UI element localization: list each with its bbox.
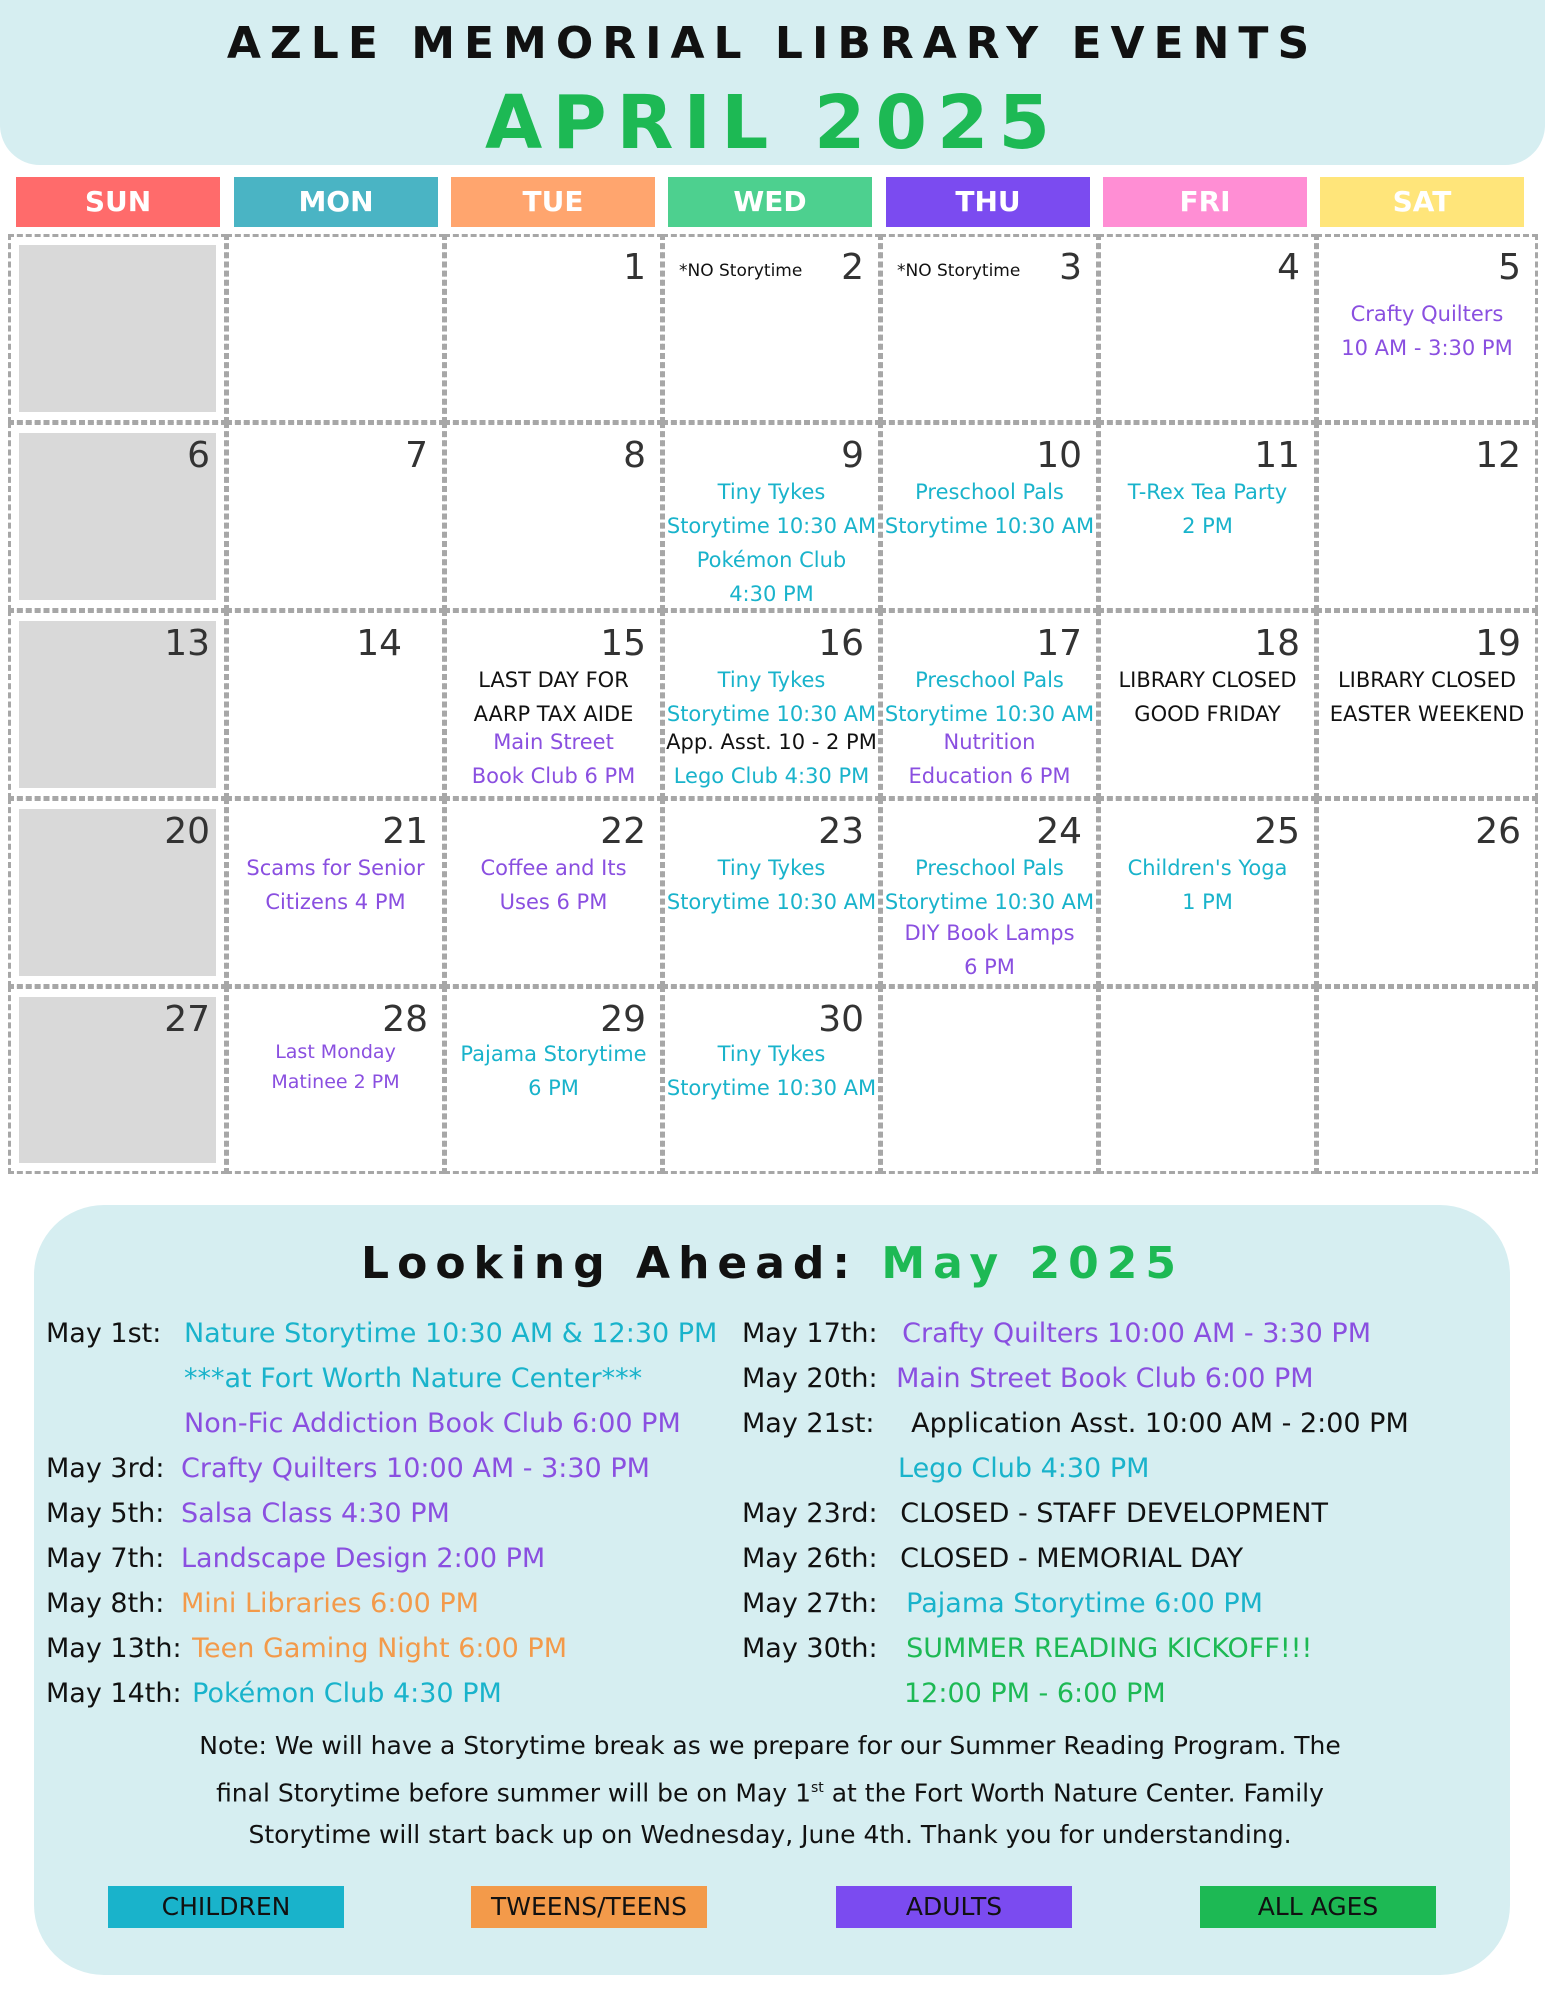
- may-event-row: 12:00 PM - 6:00 PM: [904, 1678, 1166, 1709]
- day-number: 16: [818, 623, 864, 664]
- may-date-label: May 26th:: [742, 1543, 878, 1574]
- cell-day-11: [1098, 422, 1317, 611]
- event-text: Storytime 10:30 AM: [666, 702, 877, 726]
- may-event: Mini Libraries 6:00 PM: [180, 1588, 479, 1619]
- cell-empty: [226, 234, 445, 423]
- event-text: Pokémon Club: [696, 548, 847, 572]
- event-text: Storytime 10:30 AM: [666, 890, 877, 914]
- day-header-fri: FRI: [1103, 177, 1307, 227]
- cell-empty: [1316, 986, 1538, 1174]
- cell-day-20: [8, 798, 227, 987]
- may-event: CLOSED - MEMORIAL DAY: [900, 1543, 1244, 1574]
- event-text: DIY Book Lamps: [904, 921, 1075, 945]
- day-number: 23: [818, 811, 864, 852]
- may-event: Salsa Class 4:30 PM: [180, 1498, 450, 1529]
- cell-day-28: [226, 986, 445, 1174]
- event-text: Coffee and Its: [480, 856, 627, 880]
- may-date-label: May 7th:: [46, 1543, 165, 1574]
- event-text: 4:30 PM: [729, 582, 814, 606]
- looking-ahead-title: [0, 1238, 1545, 1289]
- event-text: Tiny Tykes: [717, 856, 826, 880]
- note-superscript: st: [810, 1780, 824, 1796]
- may-event: CLOSED - STAFF DEVELOPMENT: [900, 1498, 1328, 1529]
- day-number: 4: [1277, 247, 1300, 288]
- event-text: Education 6 PM: [908, 764, 1071, 788]
- may-date-label: May 14th:: [46, 1678, 182, 1709]
- cell-day-22: [444, 798, 663, 987]
- event-text: Uses 6 PM: [499, 890, 608, 914]
- may-event-row: [742, 1318, 1371, 1349]
- day-number: 14: [356, 623, 402, 664]
- event-text: 1 PM: [1182, 890, 1233, 914]
- may-event-row: [742, 1633, 1312, 1664]
- may-date-label: May 3rd:: [46, 1453, 165, 1484]
- event-text: Book Club 6 PM: [471, 764, 636, 788]
- cell-empty: [1098, 986, 1317, 1174]
- legend-all-ages: ALL AGES: [1200, 1886, 1436, 1928]
- cell-day-4: [1098, 234, 1317, 423]
- cell-day-18: [1098, 610, 1317, 799]
- event-text: LIBRARY CLOSED: [1337, 668, 1517, 692]
- cell-day-5: [1316, 234, 1538, 423]
- cell-day-13: [8, 610, 227, 799]
- note-line: Note: We will have a Storytime break as we prepare for our Summer Reading Program. The: [199, 1731, 1341, 1760]
- event-text: Matinee 2 PM: [271, 1071, 400, 1093]
- cell-day-23: [662, 798, 881, 987]
- day-number: 15: [600, 623, 646, 664]
- event-text: Storytime 10:30 AM: [884, 514, 1095, 538]
- cell-day-3: [880, 234, 1099, 423]
- event-text: Tiny Tykes: [717, 480, 826, 504]
- event-text: Preschool Pals: [915, 668, 1064, 692]
- cell-empty: [8, 234, 227, 423]
- may-event-row: [46, 1498, 450, 1529]
- may-event: Teen Gaming Night 6:00 PM: [192, 1633, 567, 1664]
- day-header-wed: WED: [668, 177, 872, 227]
- cell-day-19: [1316, 610, 1538, 799]
- cell-day-21: [226, 798, 445, 987]
- event-text: 6 PM: [528, 1076, 579, 1100]
- day-number: 5: [1498, 247, 1521, 288]
- day-header-tue: TUE: [451, 177, 655, 227]
- note-line: Storytime will start back up on Wednesday, June 4th. Thank you for understanding.: [248, 1820, 1292, 1850]
- may-date-label: May 27th:: [742, 1588, 878, 1619]
- day-number: 10: [1036, 435, 1082, 476]
- day-number: 27: [164, 999, 210, 1040]
- cell-day-15: [444, 610, 663, 799]
- cell-day-16: [662, 610, 881, 799]
- event-text: Scams for Senior: [246, 856, 425, 880]
- cell-day-29: [444, 986, 663, 1174]
- day-header-sun: SUN: [16, 177, 220, 227]
- cell-day-12: [1316, 422, 1538, 611]
- may-date-label: May 30th:: [742, 1633, 878, 1664]
- may-date-label: May 17th:: [742, 1318, 878, 1349]
- may-date-label: May 1st:: [46, 1318, 162, 1349]
- day-number: 28: [382, 999, 428, 1040]
- day-number: 6: [187, 435, 210, 476]
- legend-adults: ADULTS: [836, 1886, 1072, 1928]
- no-storytime-note: *NO Storytime: [897, 261, 1021, 281]
- event-text: Storytime 10:30 AM: [884, 890, 1095, 914]
- may-event-row: [46, 1318, 717, 1349]
- event-text: 6 PM: [964, 955, 1015, 979]
- no-storytime-note: *NO Storytime: [679, 261, 803, 281]
- may-event-row: ***at Fort Worth Nature Center***: [184, 1363, 643, 1394]
- event-text: App. Asst. 10 - 2 PM: [666, 730, 877, 754]
- event-text: Crafty Quilters: [1350, 302, 1504, 326]
- event-text: Tiny Tykes: [717, 668, 826, 692]
- may-date-label: May 5th:: [46, 1498, 165, 1529]
- day-number: 17: [1036, 623, 1082, 664]
- cell-day-24: [880, 798, 1099, 987]
- storytime-break-note: [150, 1725, 1390, 1856]
- event-text: T-Rex Tea Party: [1127, 480, 1288, 504]
- may-event-row: [46, 1678, 502, 1709]
- cell-day-27: [8, 986, 227, 1174]
- day-number: 12: [1475, 435, 1521, 476]
- note-line: [150, 1767, 1390, 1814]
- may-event-row: [742, 1363, 1314, 1394]
- may-event-row: [46, 1453, 650, 1484]
- cell-day-8: [444, 422, 663, 611]
- day-number: 8: [623, 435, 646, 476]
- event-text: Pajama Storytime: [460, 1042, 647, 1066]
- may-event-row: [742, 1498, 1328, 1529]
- may-event: Main Street Book Club 6:00 PM: [896, 1363, 1314, 1394]
- may-date-label: May 8th:: [46, 1588, 165, 1619]
- day-header-sat: SAT: [1320, 177, 1524, 227]
- may-event: Crafty Quilters 10:00 AM - 3:30 PM: [902, 1318, 1372, 1349]
- may-date-label: May 13th:: [46, 1633, 182, 1664]
- cell-day-14: [226, 610, 445, 799]
- may-event-row: [46, 1633, 567, 1664]
- month-title: APRIL 2025: [485, 80, 1060, 166]
- day-header-mon: MON: [234, 177, 438, 227]
- legend-children: CHILDREN: [108, 1886, 344, 1928]
- may-event-row: [742, 1408, 1409, 1439]
- library-title: AZLE MEMORIAL LIBRARY EVENTS: [226, 18, 1319, 69]
- event-text: Preschool Pals: [915, 856, 1064, 880]
- event-text: Last Monday: [275, 1041, 396, 1063]
- day-number: 26: [1475, 811, 1521, 852]
- day-number: 9: [841, 435, 864, 476]
- may-date-label: May 21st:: [742, 1408, 875, 1439]
- day-number: 13: [164, 623, 210, 664]
- event-text: 2 PM: [1182, 514, 1233, 538]
- day-number: 24: [1036, 811, 1082, 852]
- day-number: 19: [1475, 623, 1521, 664]
- legend-tweens-teens: TWEENS/TEENS: [471, 1886, 707, 1928]
- event-text: LIBRARY CLOSED: [1118, 668, 1297, 692]
- day-number: 7: [405, 435, 428, 476]
- day-number: 22: [600, 811, 646, 852]
- day-number: 25: [1254, 811, 1300, 852]
- cell-day-2: [662, 234, 881, 423]
- cell-day-1: [444, 234, 663, 423]
- note-text-part: final Storytime before summer will be on May 1: [216, 1778, 811, 1808]
- may-event: SUMMER READING KICKOFF!!!: [906, 1633, 1313, 1664]
- day-number: 1: [623, 247, 646, 288]
- event-text: GOOD FRIDAY: [1134, 702, 1281, 726]
- may-event: Application Asst. 10:00 AM - 2:00 PM: [911, 1408, 1409, 1439]
- event-text: Tiny Tykes: [717, 1042, 826, 1066]
- cell-day-17: [880, 610, 1099, 799]
- may-event-row: [742, 1543, 1243, 1574]
- day-number: 3: [1059, 247, 1082, 288]
- event-text: AARP TAX AIDE: [473, 702, 634, 726]
- event-text: EASTER WEEKEND: [1329, 702, 1525, 726]
- may-event: Landscape Design 2:00 PM: [180, 1543, 546, 1574]
- event-text: Main Street: [493, 730, 614, 754]
- calendar-grid: [8, 234, 1538, 1174]
- may-date-label: May 23rd:: [742, 1498, 878, 1529]
- looking-ahead-month: May 2025: [881, 1238, 1184, 1289]
- day-number: 20: [164, 811, 210, 852]
- may-event-row: Lego Club 4:30 PM: [898, 1453, 1150, 1484]
- may-event: Pokémon Club 4:30 PM: [192, 1678, 502, 1709]
- event-text: Lego Club 4:30 PM: [673, 764, 870, 788]
- day-number: 21: [382, 811, 428, 852]
- day-header-thu: THU: [886, 177, 1090, 227]
- event-text: LAST DAY FOR: [478, 668, 629, 692]
- may-event: Crafty Quilters 10:00 AM - 3:30 PM: [181, 1453, 650, 1484]
- may-event-row: [46, 1588, 479, 1619]
- event-text: 10 AM - 3:30 PM: [1341, 336, 1513, 360]
- event-text: Storytime 10:30 AM: [666, 1076, 877, 1100]
- note-text-part: at the Fort Worth Nature Center. Family: [823, 1778, 1324, 1808]
- event-text: Children's Yoga: [1127, 856, 1288, 880]
- cell-day-26: [1316, 798, 1538, 987]
- event-text: Storytime 10:30 AM: [666, 514, 877, 538]
- day-number: 30: [818, 999, 864, 1040]
- may-event-row: [742, 1588, 1263, 1619]
- may-event-row: Non-Fic Addiction Book Club 6:00 PM: [184, 1408, 681, 1439]
- event-text: Citizens 4 PM: [265, 890, 406, 914]
- cell-day-30: [662, 986, 881, 1174]
- cell-empty: [880, 986, 1099, 1174]
- day-number: 18: [1254, 623, 1300, 664]
- may-date-label: May 20th:: [742, 1363, 878, 1394]
- cell-day-25: [1098, 798, 1317, 987]
- may-event: Nature Storytime 10:30 AM & 12:30 PM: [183, 1318, 718, 1349]
- cell-day-9: [662, 422, 881, 611]
- may-event: Pajama Storytime 6:00 PM: [906, 1588, 1263, 1619]
- event-text: Nutrition: [943, 730, 1036, 754]
- cell-day-10: [880, 422, 1099, 611]
- day-number: 11: [1254, 435, 1300, 476]
- day-number: 2: [841, 247, 864, 288]
- event-text: Storytime 10:30 AM: [884, 702, 1095, 726]
- cell-day-6: [8, 422, 227, 611]
- day-number: 29: [600, 999, 646, 1040]
- cell-day-7: [226, 422, 445, 611]
- event-text: Preschool Pals: [915, 480, 1064, 504]
- may-event-row: [46, 1543, 545, 1574]
- looking-ahead-label: Looking Ahead:: [361, 1238, 859, 1289]
